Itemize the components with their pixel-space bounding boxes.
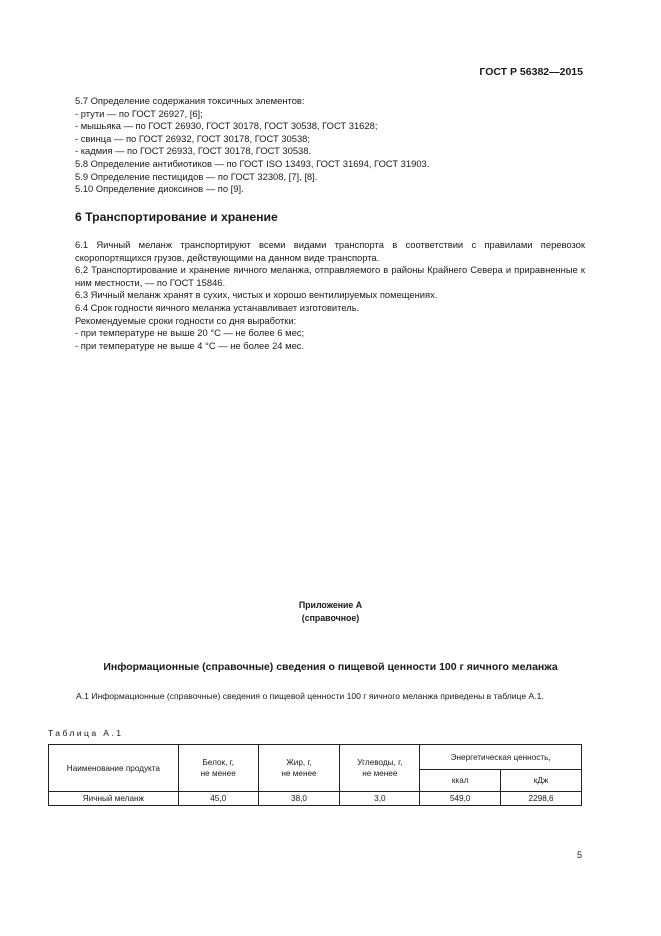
header-carb-line1: Углеводы, г,: [357, 758, 403, 767]
section-6-title: 6 Транспортирование и хранение: [75, 210, 278, 224]
nutrition-table: [48, 744, 582, 806]
cell-fat: 38,0: [258, 792, 340, 806]
sec57-item: - свинца — по ГОСТ 26932, ГОСТ 30178, ГОСТ 30538;: [75, 132, 310, 144]
header-fat-line1: Жир, г,: [286, 758, 312, 767]
para-6-2: 6.2 Транспортирование и хранение яичного меланжа, отправляемого в районы Крайнего Севера и приравненные к ним местности, — по ГОСТ 15846.: [75, 264, 585, 288]
para-6-1: 6.1 Яичный меланж транспортируют всеми видами транспорта в соответствии с правилами перевозок скоропортящихся грузов, действующими на данном виде транспорта.: [75, 239, 585, 263]
header-protein-line1: Белок, г,: [202, 758, 234, 767]
para-6-4: 6.4 Срок годности яичного меланжа устанавливает изготовитель.: [75, 301, 360, 313]
shelf-life-intro: Рекомендуемые сроки годности со дня выработки:: [75, 314, 297, 326]
cell-kcal: 549,0: [420, 792, 501, 806]
document-header: ГОСТ Р 56382—2015: [479, 66, 583, 78]
header-protein-line2: не менее: [200, 769, 236, 778]
annex-subtitle: (справочное): [301, 613, 360, 623]
sec57-item: - ртути — по ГОСТ 26927, [6];: [75, 107, 203, 119]
header-fat: [258, 745, 340, 792]
sec57-item: - мышьяка — по ГОСТ 26930, ГОСТ 30178, ГОСТ 30538, ГОСТ 31628;: [75, 120, 378, 132]
section-6-body: [75, 239, 585, 352]
table-caption: Таблица А.1: [48, 728, 124, 738]
page-number: 5: [576, 850, 582, 860]
cell-product-name: Яичный меланж: [49, 792, 179, 806]
header-energy: Энергетическая ценность,: [420, 745, 582, 770]
cell-kj: 2298,6: [501, 792, 582, 806]
shelf-life-item: - при температуре не выше 20 °С — не более 6 мес;: [75, 327, 305, 339]
annex-heading: Информационные (справочные) сведения о пищевой ценности 100 г яичного меланжа: [103, 661, 558, 673]
header-fat-line2: не менее: [281, 769, 317, 778]
header-carb: [340, 745, 420, 792]
section-5-7: [75, 95, 585, 196]
header-kj: кДж: [501, 770, 582, 792]
header-protein: [178, 745, 258, 792]
sec57-title: 5.7 Определение содержания токсичных элементов:: [75, 95, 305, 106]
sec57-item: - кадмия — по ГОСТ 26933, ГОСТ 30178, ГОСТ 30538.: [75, 145, 312, 157]
table-row: [49, 792, 582, 806]
shelf-life-item: - при температуре не выше 4 °С — не более 24 мес.: [75, 339, 305, 351]
para-6-3: 6.3 Яичный меланж хранят в сухих, чистых и хорошо вентилируемых помещениях.: [75, 289, 438, 301]
section-5-10: 5.10 Определение диоксинов — по [9].: [75, 183, 244, 195]
cell-carb: 3,0: [340, 792, 420, 806]
annex-para-a1: А.1 Информационные (справочные) сведения о пищевой ценности 100 г яичного меланжа приведены в таблице А.1.: [76, 691, 544, 701]
section-5-9: 5.9 Определение пестицидов — по ГОСТ 32308, [7], [8].: [75, 170, 318, 182]
header-product-name: Наименование продукта: [49, 745, 179, 792]
cell-protein: 45,0: [178, 792, 258, 806]
header-kcal: ккал: [420, 770, 501, 792]
header-carb-line2: не менее: [362, 769, 398, 778]
section-5-8: 5.8 Определение антибиотиков — по ГОСТ ISO 13493, ГОСТ 31694, ГОСТ 31903.: [75, 157, 430, 169]
annex-title: Приложение А: [298, 600, 363, 610]
